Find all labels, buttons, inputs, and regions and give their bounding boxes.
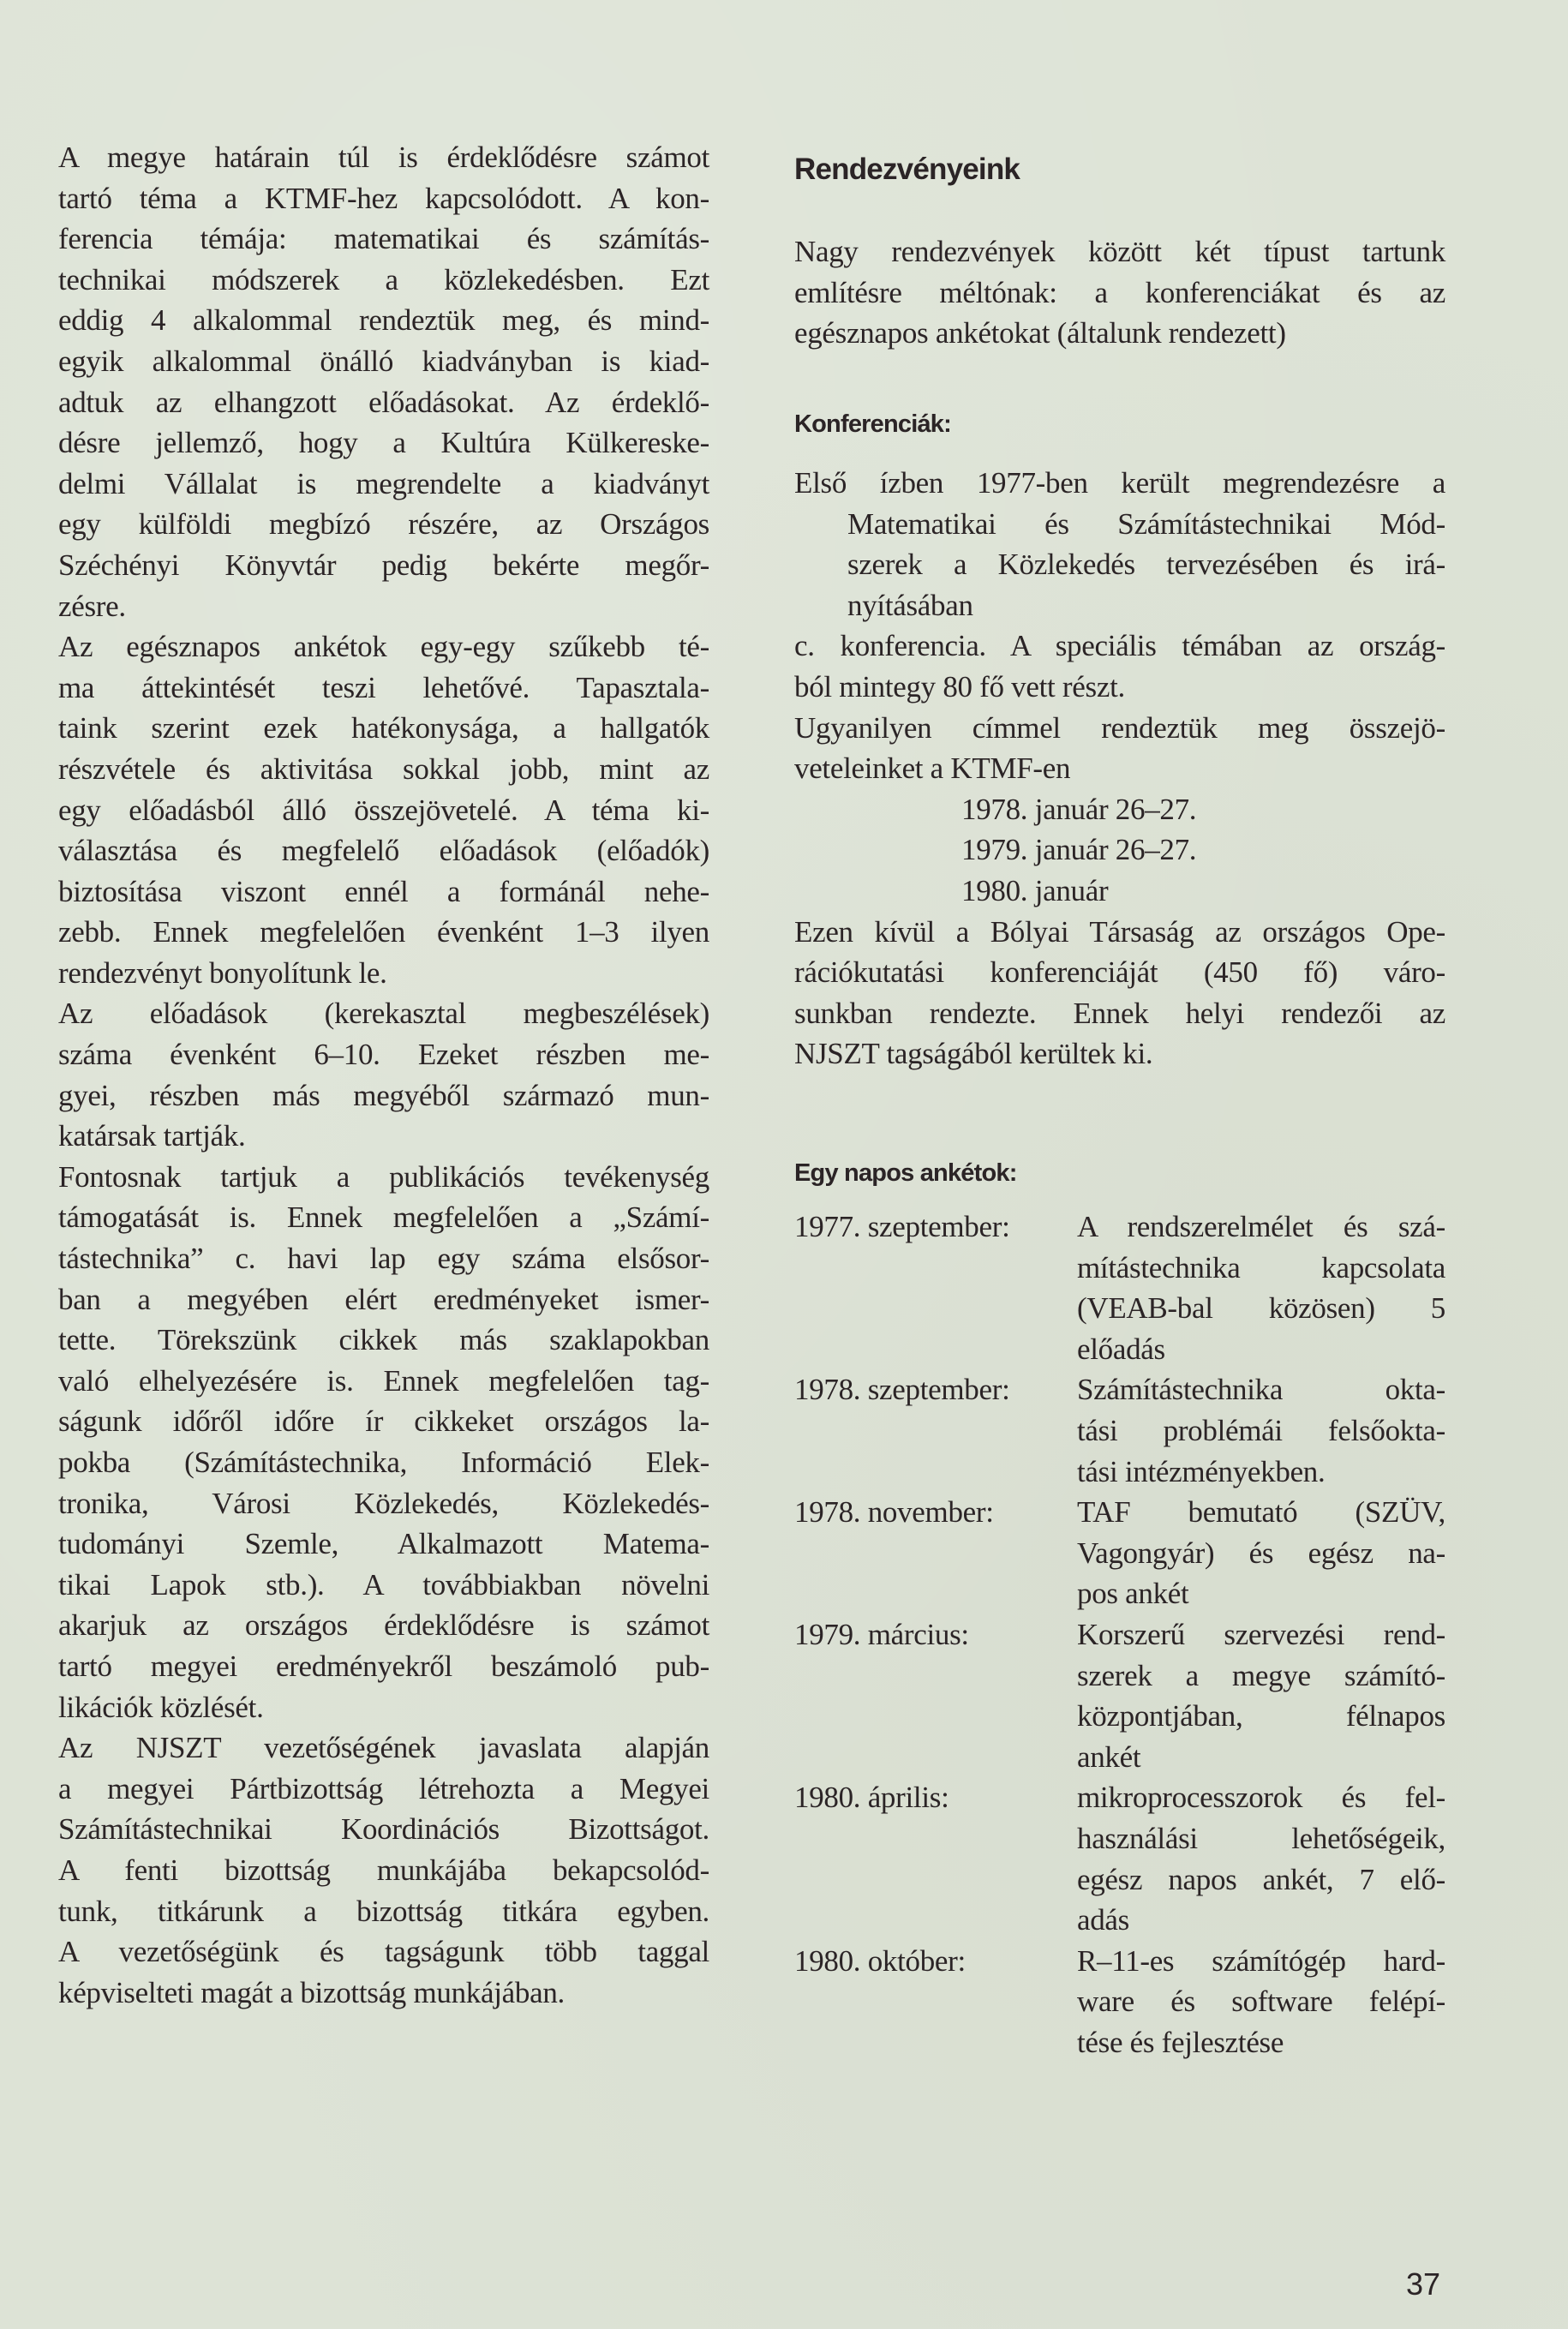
text-line: ankét <box>1077 1739 1141 1774</box>
text-line: veteleinket a KTMF-en <box>794 751 1071 786</box>
text-line: tése és fejlesztése <box>1077 2025 1284 2059</box>
text-line: pos ankét <box>1077 1577 1189 1611</box>
text-line: Matematikai és Számítástechnikai Mód- <box>847 506 1445 541</box>
text-line: tudományi Szemle, Alkalmazott Matema- <box>58 1527 709 1561</box>
text-line: katársak tartják. <box>58 1119 246 1153</box>
text-line: gyei, részben más megyéből származó mun- <box>58 1078 709 1112</box>
conference-date: 1980. január <box>961 873 1109 907</box>
text-line: sunkban rendezte. Ennek helyi rendezői az <box>794 996 1445 1030</box>
text-line: NJSZT tagságából kerültek ki. <box>794 1037 1153 1071</box>
text-line: tartó megyei eredményekről beszámoló pub- <box>58 1649 709 1683</box>
text-line: tartó téma a KTMF-hez kapcsolódott. A kon- <box>58 181 709 215</box>
text-line: tikai Lapok stb.). A továbbiakban növelni <box>58 1567 709 1602</box>
text-line: Széchényi Könyvtár pedig bekérte megőr- <box>58 548 709 582</box>
text-line: akarjuk az országos érdeklődésre is számot <box>58 1608 709 1643</box>
conference-date: 1979. január 26–27. <box>961 833 1197 867</box>
text-line: technikai módszerek a közlekedésben. Ezt <box>58 262 709 296</box>
text-line: tronika, Városi Közlekedés, Közlekedés- <box>58 1486 709 1520</box>
event-date: 1978. szeptember: <box>794 1373 1010 1407</box>
text-line: tási intézményekben. <box>1077 1454 1326 1488</box>
text-line: nyításában <box>847 588 973 622</box>
event-description <box>1077 1492 1445 1614</box>
event-description <box>1077 1206 1445 1369</box>
text-line: A fenti bizottság munkájába bekapcsolód- <box>58 1853 709 1887</box>
event-date: 1980. október: <box>794 1943 966 1978</box>
text-line: delmi Vállalat is megrendelte a kiadványt <box>58 466 709 500</box>
text-line: zésre. <box>58 589 126 623</box>
text-line: adás <box>1077 1903 1129 1937</box>
text-line: választása és megfelelő előadások (előadók) <box>58 834 709 868</box>
text-line: rendezvényt bonyolítunk le. <box>58 955 387 990</box>
page-number: 37 <box>1406 2266 1441 2302</box>
event-date: 1978. november: <box>794 1495 994 1530</box>
text-line: TAF bemutató (SZÜV, <box>1077 1495 1445 1530</box>
conferences-heading: Konferenciák: <box>794 410 951 438</box>
text-line: likációk közlését. <box>58 1690 264 1724</box>
text-line: szerek a megye számító- <box>1077 1658 1445 1692</box>
text-line: Ezen kívül a Bólyai Társaság az országos Ope- <box>794 914 1445 949</box>
text-line: adtuk az elhangzott előadásokat. Az érdeklő- <box>58 385 709 419</box>
text-line: rációkutatási konferenciáját (450 fő) váro- <box>794 955 1445 990</box>
event-item <box>794 1369 1445 1492</box>
conference-title <box>794 504 1445 626</box>
event-description <box>1077 1941 1445 2063</box>
text-line: zebb. Ennek megfelelően évenként 1–3 ilyen <box>58 915 709 949</box>
text-line: részvétele és aktivitása sokkal jobb, mint az <box>58 751 709 786</box>
text-line: Ugyanilyen címmel rendeztük meg összejö- <box>794 710 1445 745</box>
one-day-events-heading: Egy napos ankétok: <box>794 1159 1017 1187</box>
text-line: ma áttekintését teszi lehetővé. Tapasztala- <box>58 670 709 704</box>
conference-date: 1978. január 26–27. <box>961 792 1197 826</box>
text-line: szerek a Közlekedés tervezésében és irá- <box>847 548 1445 582</box>
text-line: tási problémái felsőokta- <box>1077 1413 1445 1447</box>
event-item <box>794 1206 1445 1369</box>
text-line: egy előadásból álló összejövetelé. A téma ki- <box>58 793 709 827</box>
event-description <box>1077 1369 1445 1492</box>
text-line: c. konferencia. A speciális témában az ország- <box>794 629 1445 663</box>
text-line: ságunk időről időre ír cikkeket országos la- <box>58 1404 709 1439</box>
event-item <box>794 1614 1445 1777</box>
text-line: R–11-es számítógép hard- <box>1077 1943 1445 1978</box>
text-line: Az egésznapos ankétok egy-egy szűkebb té- <box>58 630 709 664</box>
event-description <box>1077 1614 1445 1777</box>
text-line: támogatását is. Ennek megfelelően a „Számí- <box>58 1200 709 1235</box>
event-date: 1980. április: <box>794 1781 949 1815</box>
text-line: Az NJSZT vezetőségének javaslata alapján <box>58 1731 709 1765</box>
text-line: képviselteti magát a bizottság munkájában. <box>58 1975 565 2009</box>
text-line: való elhelyezésére is. Ennek megfelelően tag- <box>58 1363 709 1398</box>
text-line: pokba (Számítástechnika, Információ Elek- <box>58 1446 709 1479</box>
text-line: mikroprocesszorok és fel- <box>1077 1781 1445 1815</box>
text-line: Nagy rendezvények között két típust tartunk <box>794 235 1445 268</box>
left-column <box>58 137 709 2013</box>
text-line: egyik alkalommal önálló kiadványban is kiad- <box>58 344 709 378</box>
text-line: biztosítása viszont ennél a formánál nehe- <box>58 874 709 908</box>
intro-paragraph <box>794 231 1445 354</box>
text-line: taink szerint ezek hatékonysága, a hallgatók <box>58 711 709 745</box>
text-line: tunk, titkárunk a bizottság titkára egyben. <box>58 1894 709 1928</box>
text-line: a megyei Pártbizottság létrehozta a Megyei <box>58 1771 709 1805</box>
text-line: mítástechnika kapcsolata <box>1077 1250 1445 1284</box>
text-line: ware és software felépí- <box>1077 1985 1445 2019</box>
text-line: száma évenként 6–10. Ezeket részben me- <box>58 1038 709 1072</box>
text-line: előadás <box>1077 1332 1165 1366</box>
text-line: (VEAB-bal közösen) 5 <box>1077 1291 1445 1326</box>
event-date: 1977. szeptember: <box>794 1210 1010 1243</box>
text-line: A megye határain túl is érdeklődésre számot <box>58 141 709 174</box>
text-line: központjában, félnapos <box>1077 1699 1445 1733</box>
event-item <box>794 1777 1445 1940</box>
text-line: egy külföldi megbízó részére, az Országos <box>58 507 709 542</box>
event-item <box>794 1941 1445 2063</box>
conferences-body <box>794 463 1445 1075</box>
event-description <box>1077 1777 1445 1940</box>
text-line: A rendszerelmélet és szá- <box>1077 1210 1445 1243</box>
section-title: Rendezvényeink <box>794 153 1020 186</box>
one-day-events-list <box>794 1206 1445 2063</box>
text-line: egész napos ankét, 7 elő- <box>1077 1862 1445 1896</box>
event-item <box>794 1492 1445 1614</box>
text-line: tástechnika” c. havi lap egy száma elsősor- <box>58 1242 709 1276</box>
text-line: Első ízben 1977-ben került megrendezésre a <box>794 466 1445 500</box>
text-line: tette. Törekszünk cikkek más szaklapokban <box>58 1323 709 1357</box>
text-line: Az előadások (kerekasztal megbeszélések) <box>58 997 709 1031</box>
text-line: A vezetőségünk és tagságunk több taggal <box>58 1935 709 1969</box>
text-line: ferencia témája: matematikai és számítás- <box>58 222 709 256</box>
text-line: Számítástechnika okta- <box>1077 1373 1445 1407</box>
conference-dates <box>794 789 1445 912</box>
text-line: eddig 4 alkalommal rendeztük meg, és mind- <box>58 303 709 338</box>
text-line: Számítástechnikai Koordinációs Bizottságot. <box>58 1812 709 1847</box>
text-line: használási lehetőségeik, <box>1077 1821 1445 1855</box>
text-line: Korszerű szervezési rend- <box>1077 1617 1445 1651</box>
text-line: ból mintegy 80 fő vett részt. <box>794 669 1125 703</box>
text-line: désre jellemző, hogy a Kultúra Külkereske- <box>58 426 709 460</box>
text-line: egésznapos ankétokat (általunk rendezett) <box>794 316 1286 350</box>
text-line: említésre méltónak: a konferenciákat és az <box>794 275 1445 309</box>
text-line: ban a megyében elért eredményeket ismer- <box>58 1282 709 1316</box>
text-line: Vagongyár) és egész na- <box>1077 1536 1445 1570</box>
event-date: 1979. március: <box>794 1617 969 1651</box>
text-line: Fontosnak tartjuk a publikációs tevékenység <box>58 1159 709 1194</box>
